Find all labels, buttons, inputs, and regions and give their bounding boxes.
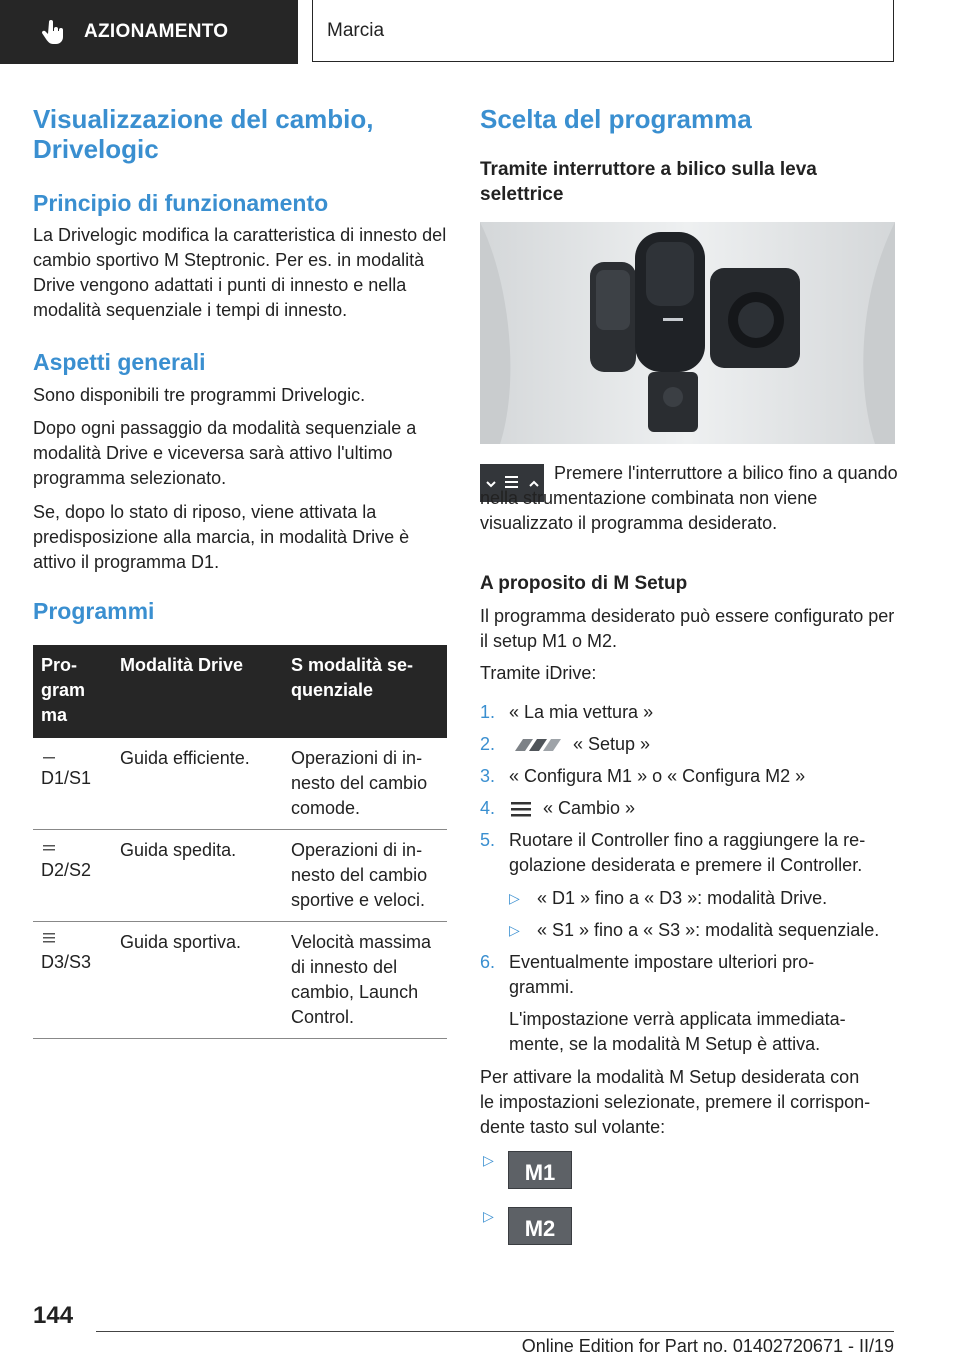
m2-steering-button-image bbox=[508, 1207, 572, 1245]
table-row bbox=[33, 922, 447, 1039]
heading-general: Aspetti generali bbox=[33, 349, 206, 375]
chapter-title: Marcia bbox=[327, 19, 385, 41]
cell-drive: Guida efficiente. bbox=[112, 738, 283, 830]
triangle-bullet-icon: ▷ bbox=[509, 890, 520, 906]
header-chapter-box bbox=[312, 0, 894, 62]
drivelogic-3-bar-icon bbox=[41, 930, 57, 946]
col-header-drive: Modalità Drive bbox=[112, 645, 283, 738]
heading-program-selection: Scelta del programma bbox=[480, 104, 752, 134]
hand-pointer-icon bbox=[40, 18, 68, 46]
table-header-row bbox=[33, 645, 447, 738]
programs-table bbox=[33, 645, 447, 1039]
list-item: ▷ « S1 » fino a « S3 »: modalità sequenziale. bbox=[509, 918, 900, 943]
drivelogic-icon bbox=[509, 800, 535, 818]
list-item: 3. « Configura M1 » o « Configura M2 » bbox=[480, 766, 806, 786]
para-idrive: Tramite iDrive: bbox=[480, 663, 597, 683]
list-item: 5. Ruotare il Controller fino a raggiungere la re- golazione desiderata e premere il Controller. ▷ « D1 » fino a « D3 »: modalità Drive. ▷ « S1 » fino a « S3 »: modalità sequenziale. bbox=[480, 828, 900, 943]
m1-steering-button-image bbox=[508, 1151, 572, 1189]
cell-program: D2/S2 bbox=[33, 830, 112, 922]
para-general-2: Dopo ogni passaggio da modalità sequenziale a modalità Drive e viceversa sarà attivo l'ultimo programma selezionato. bbox=[33, 418, 417, 488]
para-activate: Per attivare la modalità M Setup desiderata con le impostazioni selezionate, premere il corrispon- dente tasto sul volante: bbox=[480, 1067, 871, 1137]
drivelogic-1-bar-icon bbox=[41, 746, 57, 762]
triangle-bullet-icon: ▷ bbox=[483, 1208, 494, 1224]
triangle-bullet-icon: ▷ bbox=[509, 922, 520, 938]
col-header-sequential: S modalità se- quenziale bbox=[283, 645, 447, 738]
cell-sequential: Operazioni di in- nesto del cambio comode. bbox=[283, 738, 447, 830]
footer-divider bbox=[96, 1331, 894, 1332]
heading-programs: Programmi bbox=[33, 598, 155, 624]
cell-drive: Guida spedita. bbox=[112, 830, 283, 922]
heading-msetup: A proposito di M Setup bbox=[480, 573, 688, 594]
list-item: 2. « Setup » bbox=[480, 734, 651, 754]
para-rocker: Premere l'interruttore a bilico fino a quando nella strumentazione combinata non viene visualizzato il programma desiderato. bbox=[480, 463, 898, 533]
page-number: 144 bbox=[33, 1302, 74, 1329]
table-row bbox=[33, 738, 447, 830]
drivelogic-2-bar-icon bbox=[41, 838, 57, 854]
cell-sequential: Operazioni di in- nesto del cambio sportive e veloci. bbox=[283, 830, 447, 922]
list-item: 4. « Cambio » bbox=[480, 798, 636, 818]
page-title: Visualizzazione del cambio, Drivelogic bbox=[33, 104, 374, 164]
idrive-steps-list bbox=[480, 700, 900, 1064]
m-stripes-icon bbox=[509, 738, 565, 752]
step-note: L'impostazione verrà applicata immediata- mente, se la modalità M Setup è attiva. bbox=[509, 1009, 846, 1054]
list-item: 6. Eventualmente impostare ulteriori pro- grammi. L'impostazione verrà applicata immediata- mente, se la modalità M Setup è attiva. bbox=[480, 950, 900, 1057]
footer-edition: Online Edition for Part no. 01402720671 - II/19 bbox=[521, 1336, 894, 1356]
col-header-program: Pro- gram ma bbox=[33, 645, 112, 738]
cell-program: D1/S1 bbox=[33, 738, 112, 830]
header-section-tab bbox=[0, 0, 298, 64]
svg-text:M2: M2 bbox=[524, 1216, 556, 1241]
para-general-3: Se, dopo lo stato di riposo, viene attivata la predisposizione alla marcia, in modalità Drive è attivo il programma D1. bbox=[33, 502, 410, 572]
para-principle: La Drivelogic modifica la caratteristica di innesto del cambio sportivo M Steptronic. Per es. in modalità Drive vengono adattati i punti di innesto e nella modalità sequenziale i tempi di innesto. bbox=[33, 225, 447, 320]
list-item: 1. « La mia vettura » bbox=[480, 702, 654, 722]
triangle-bullet-icon: ▷ bbox=[483, 1152, 494, 1168]
para-general-1: Sono disponibili tre programmi Drivelogic. bbox=[33, 385, 366, 405]
cell-drive: Guida sportiva. bbox=[112, 922, 283, 1039]
gear-selector-photo bbox=[480, 222, 895, 444]
cell-sequential: Velocità massima di innesto del cambio, Launch Control. bbox=[283, 922, 447, 1039]
heading-principle: Principio di funzionamento bbox=[33, 190, 329, 216]
para-msetup: Il programma desiderato può essere configurato per il setup M1 o M2. bbox=[480, 606, 895, 651]
section-title: AZIONAMENTO bbox=[84, 21, 229, 42]
subheading-rocker: Tramite interruttore a bilico sulla leva selettrice bbox=[480, 159, 817, 205]
table-row bbox=[33, 830, 447, 922]
svg-text:M1: M1 bbox=[524, 1160, 556, 1185]
cell-program: D3/S3 bbox=[33, 922, 112, 1039]
list-item: ▷ « D1 » fino a « D3 »: modalità Drive. bbox=[509, 886, 900, 911]
